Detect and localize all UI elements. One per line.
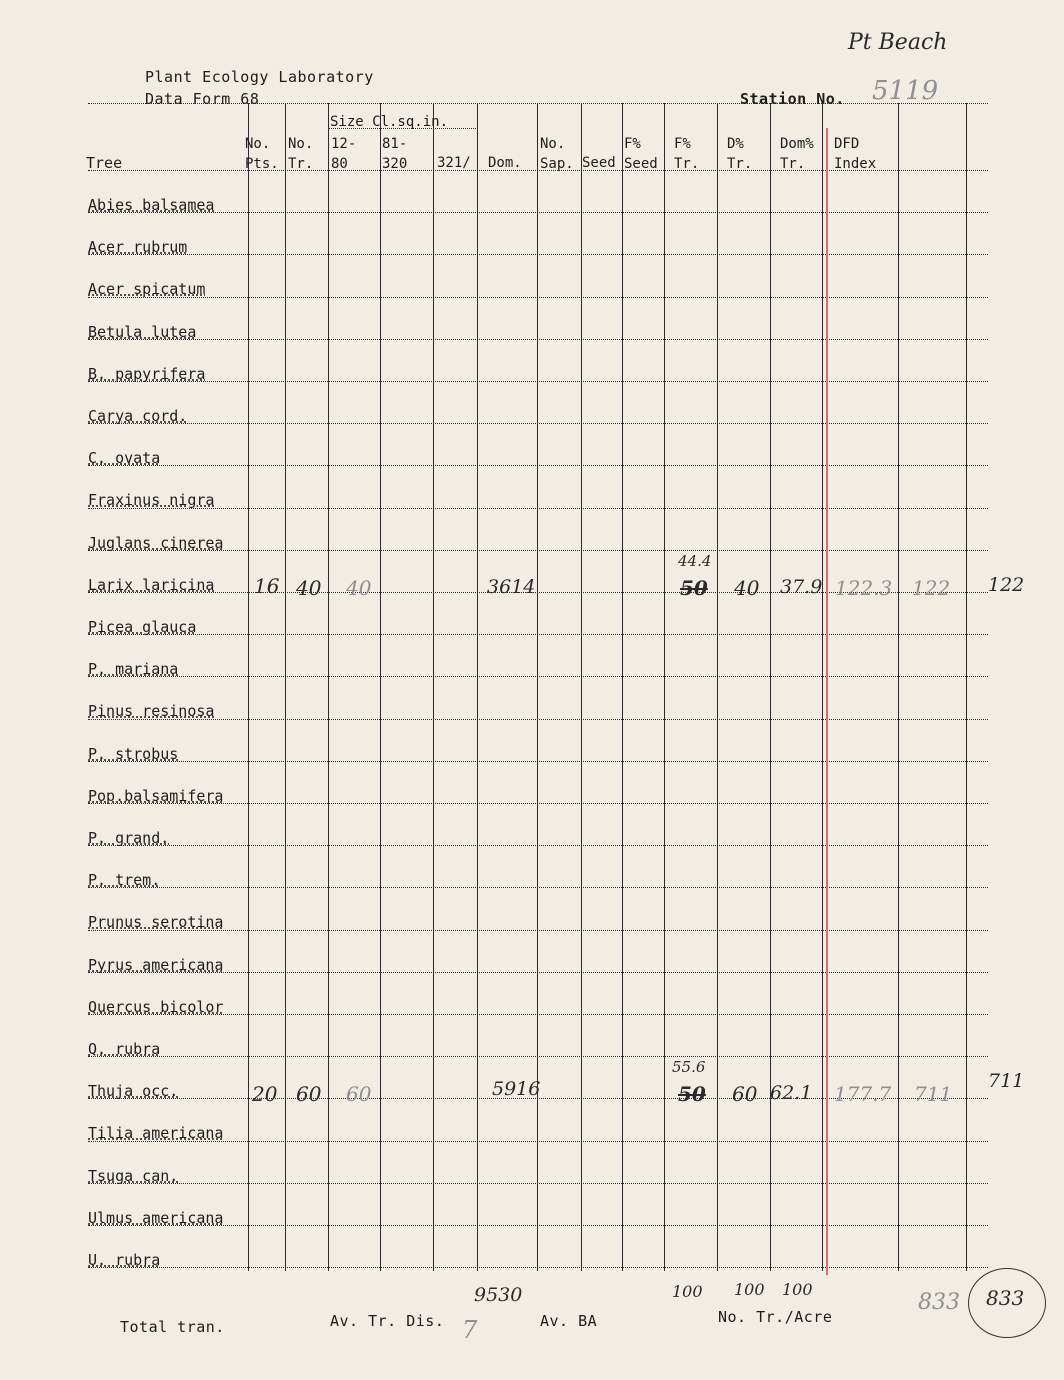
row-rule [88, 887, 988, 888]
larix-size-a: 40 [346, 576, 372, 600]
row-rule [88, 1056, 988, 1057]
col-size-b-header: 81- 320 [382, 136, 408, 172]
row-rule [88, 423, 988, 424]
form-number: Data Form 68 [145, 90, 260, 108]
col-no-tr-header: No. Tr. [288, 136, 314, 172]
column-rule [328, 103, 329, 1271]
tree-row-label: Carya cord. [88, 407, 188, 425]
col-size-group-header: Size Cl.sq.in. [330, 114, 449, 130]
no-tr-acre-label: No. Tr./Acre [718, 1308, 833, 1326]
tree-row-label: Tsuga can. [88, 1167, 179, 1185]
tree-row-label: Larix laricina [88, 576, 215, 594]
tree-row-label: Betula lutea [88, 323, 197, 341]
tree-row-label: C. ovata [88, 449, 161, 467]
row-rule [88, 508, 988, 509]
larix-dom: 3614 [487, 576, 536, 598]
tree-row-label: Pinus resinosa [88, 702, 215, 720]
row-rule [88, 676, 988, 677]
column-rule [898, 103, 899, 1271]
column-rule [966, 103, 967, 1271]
tree-row-label: B. papyrifera [88, 365, 206, 383]
tree-row-label: Pyrus americana [88, 956, 224, 974]
row-rule [88, 1183, 988, 1184]
row-rule [88, 212, 988, 213]
column-rule [380, 103, 381, 1271]
thuja-no-pts: 20 [252, 1082, 278, 1106]
station-number: 5119 [872, 76, 939, 106]
row-rule [88, 634, 988, 635]
col-dom-tr-header: Dom% Tr. [780, 136, 814, 172]
tree-row-label: Thuja occ. [88, 1082, 179, 1100]
column-rule [822, 103, 823, 1271]
thuja-f-tr-old: 50 [678, 1082, 706, 1106]
d-tr-total: 100 [734, 1280, 765, 1299]
col-tree-header: Tree [86, 154, 123, 172]
av-ba-label: Av. BA [540, 1312, 598, 1330]
col-d-tr-header: D% Tr. [727, 136, 753, 172]
row-rule [88, 845, 988, 846]
tree-row-label: Prunus serotina [88, 913, 224, 931]
red-margin-line [826, 128, 828, 1275]
column-rule [717, 103, 718, 1271]
column-rule [433, 103, 434, 1271]
tree-row-label: Picea glauca [88, 618, 197, 636]
thuja-f-tr-new: 55.6 [672, 1058, 706, 1076]
row-rule [88, 719, 988, 720]
tree-row-label: P. grand. [88, 829, 170, 847]
larix-dfd: 122.3 [835, 576, 893, 600]
row-rule [88, 297, 988, 298]
larix-f-tr-new: 44.4 [678, 552, 712, 570]
tree-row-label: P. trem. [88, 871, 161, 889]
dom-total: 9530 [474, 1284, 523, 1306]
col-f-seed-header: F% Seed [624, 136, 658, 172]
tree-row-label: Fraxinus nigra [88, 491, 215, 509]
larix-no-pts: 16 [254, 574, 280, 598]
thuja-dom-tr: 62.1 [770, 1082, 813, 1104]
tree-row-label: U. rubra [88, 1251, 161, 1269]
thuja-dfd: 177.7 [834, 1082, 892, 1106]
col-no-pts-header: No. Pts. [245, 136, 279, 172]
larix-f-tr-old: 50 [680, 576, 708, 600]
corner-note: Pt Beach [848, 30, 948, 55]
col-size-c-header: 321/ [437, 155, 471, 171]
column-rule [248, 103, 249, 1271]
thuja-d-tr: 60 [732, 1082, 758, 1106]
column-rule [581, 103, 582, 1271]
tree-row-label: Quercus bicolor [88, 998, 224, 1016]
tree-row-label: P. strobus [88, 745, 179, 763]
larix-d-tr: 40 [734, 576, 760, 600]
thuja-dom: 5916 [492, 1078, 541, 1100]
station-label: Station No. [740, 90, 845, 108]
larix-dfd-round: 122 [912, 576, 951, 600]
lab-title: Plant Ecology Laboratory [145, 68, 374, 86]
column-rule [664, 103, 665, 1271]
column-rule [477, 103, 478, 1271]
tree-row-label: Acer rubrum [88, 238, 188, 256]
tree-row-label: Juglans cinerea [88, 534, 224, 552]
row-rule [88, 465, 988, 466]
column-rule [622, 103, 623, 1271]
header-top-rule [88, 103, 988, 104]
row-rule [88, 1267, 988, 1268]
column-rule [285, 103, 286, 1271]
dfd-sum-circled: 833 [986, 1286, 1025, 1310]
col-seed-header: Seed [582, 155, 616, 171]
larix-no-tr: 40 [296, 576, 322, 600]
row-rule [88, 339, 988, 340]
thuja-dfd-round: 711 [914, 1082, 953, 1106]
tree-row-label: P. mariana [88, 660, 179, 678]
tree-row-label: Pop.balsamifera [88, 787, 224, 805]
dfd-sum-pencil: 833 [918, 1290, 960, 1315]
tree-row-label: Tilia americana [88, 1124, 224, 1142]
tree-row-label: Acer spicatum [88, 280, 206, 298]
thuja-size-a: 60 [346, 1082, 372, 1106]
col-no-sap-header: No. Sap. [540, 136, 574, 172]
col-size-a-header: 12- 80 [331, 136, 357, 172]
thuja-no-tr: 60 [296, 1082, 322, 1106]
col-dom-header: Dom. [488, 155, 522, 171]
row-rule [88, 381, 988, 382]
col-dfd-header: DFD Index [834, 136, 877, 172]
thuja-margin-value: 711 [988, 1070, 1025, 1092]
tree-row-label: Abies balsamea [88, 196, 215, 214]
dom-tr-total: 100 [782, 1280, 813, 1299]
row-rule [88, 254, 988, 255]
larix-dom-tr: 37.9 [780, 576, 823, 598]
col-f-tr-header: F% Tr. [674, 136, 700, 172]
tree-row-label: Q. rubra [88, 1040, 161, 1058]
av-tr-dis-label: Av. Tr. Dis. [330, 1312, 445, 1330]
tree-row-label: Ulmus americana [88, 1209, 224, 1227]
larix-margin-value: 122 [988, 574, 1025, 596]
f-tr-total: 100 [672, 1282, 703, 1301]
total-tran-label: Total tran. [120, 1318, 225, 1336]
row-rule [88, 761, 988, 762]
av-tr-dis-value: 7 [462, 1316, 478, 1344]
